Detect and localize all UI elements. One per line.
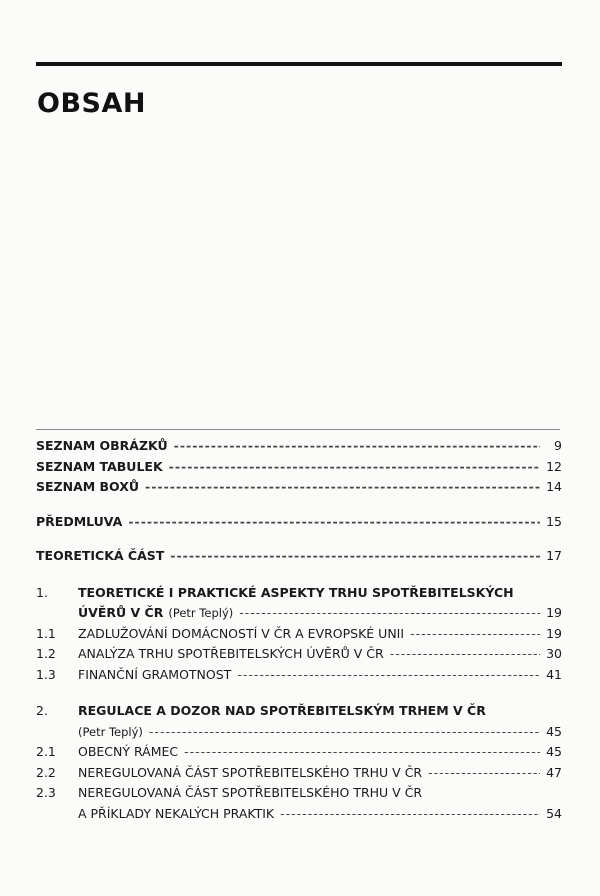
section-number: 2.1 bbox=[36, 744, 56, 759]
toc-chapter-2-line1[interactable] bbox=[36, 701, 562, 722]
dot-leader bbox=[237, 665, 540, 686]
toc-section-1-3[interactable] bbox=[36, 665, 562, 686]
section-number: 2.2 bbox=[36, 764, 56, 780]
toc-section-1-1[interactable] bbox=[36, 624, 562, 645]
chapter-author: (Petr Teplý) bbox=[168, 606, 234, 620]
toc-entry-list-of-boxes[interactable] bbox=[36, 477, 562, 498]
toc-entry-page: 14 bbox=[546, 479, 562, 494]
toc-entry-label: SEZNAM BOXŮ bbox=[36, 479, 140, 494]
section-number: 1.1 bbox=[36, 625, 56, 641]
section-label: NEREGULOVANÁ ČÁST SPOTŘEBITELSKÉHO TRHU V ČR bbox=[78, 785, 423, 800]
dot-leader bbox=[184, 742, 540, 763]
section-number: 1.3 bbox=[36, 666, 56, 682]
dot-leader bbox=[390, 644, 540, 665]
toc-entry-label: TEORETICKÁ ČÁST bbox=[36, 548, 165, 563]
dot-leader bbox=[239, 603, 540, 624]
toc-entry-page: 45 bbox=[546, 744, 562, 759]
toc-entry-page: 19 bbox=[546, 625, 562, 641]
table-of-contents bbox=[36, 436, 562, 824]
dot-leader bbox=[149, 722, 540, 743]
toc-entry-page: 47 bbox=[546, 764, 562, 780]
toc-entry-page: 12 bbox=[546, 458, 562, 474]
toc-entry-list-of-figures[interactable] bbox=[36, 436, 562, 457]
section-label: NEREGULOVANÁ ČÁST SPOTŘEBITELSKÉHO TRHU V ČR bbox=[78, 764, 423, 780]
toc-entry-label: PŘEDMLUVA bbox=[36, 513, 123, 529]
toc-section-2-1[interactable] bbox=[36, 742, 562, 763]
dot-leader bbox=[128, 512, 540, 533]
chapter-number: 2. bbox=[36, 703, 48, 718]
dot-leader bbox=[280, 804, 540, 825]
dot-leader bbox=[145, 477, 540, 498]
section-number: 1.2 bbox=[36, 646, 56, 661]
toc-entry-label: SEZNAM OBRÁZKŮ bbox=[36, 438, 168, 453]
chapter-title: TEORETICKÉ I PRAKTICKÉ ASPEKTY TRHU SPOTŘEBITELSKÝCH bbox=[78, 584, 514, 600]
toc-chapter-1-line2[interactable] bbox=[36, 603, 562, 624]
toc-entry-page: 19 bbox=[546, 605, 562, 620]
top-rule bbox=[36, 62, 562, 66]
toc-chapter-1-line1[interactable] bbox=[36, 583, 562, 604]
toc-section-2-3-line1[interactable] bbox=[36, 783, 562, 804]
section-label: OBECNÝ RÁMEC bbox=[78, 744, 179, 759]
chapter-author: (Petr Teplý) bbox=[78, 724, 143, 739]
toc-entry-preface[interactable] bbox=[36, 512, 562, 533]
dot-leader bbox=[169, 457, 540, 478]
section-label: FINANČNÍ GRAMOTNOST bbox=[78, 666, 232, 682]
toc-entry-page: 9 bbox=[554, 438, 562, 453]
toc-entry-page: 41 bbox=[546, 666, 562, 682]
toc-section-2-3-line2[interactable] bbox=[36, 804, 562, 825]
dot-leader bbox=[410, 624, 540, 645]
toc-entry-page: 54 bbox=[546, 805, 562, 821]
chapter-number: 1. bbox=[36, 584, 48, 600]
toc-entry-label: SEZNAM TABULEK bbox=[36, 458, 163, 474]
dot-leader bbox=[174, 436, 540, 457]
toc-chapter-2-line2[interactable] bbox=[36, 722, 562, 743]
section-label: ANALÝZA TRHU SPOTŘEBITELSKÝCH ÚVĚRŮ V ČR bbox=[78, 646, 384, 661]
toc-entry-page: 45 bbox=[546, 723, 562, 739]
chapter-title: REGULACE A DOZOR NAD SPOTŘEBITELSKÝM TRHEM V ČR bbox=[78, 703, 486, 718]
toc-entry-page: 15 bbox=[546, 513, 562, 529]
toc-entry-list-of-tables[interactable] bbox=[36, 457, 562, 478]
toc-divider bbox=[36, 429, 560, 430]
toc-entry-theory[interactable] bbox=[36, 546, 562, 567]
page-title: OBSAH bbox=[37, 88, 146, 119]
toc-entry-page: 17 bbox=[546, 548, 562, 563]
dot-leader bbox=[428, 763, 540, 784]
section-label: ZADLUŽOVÁNÍ DOMÁCNOSTÍ V ČR A EVROPSKÉ UNII bbox=[78, 625, 405, 641]
section-number: 2.3 bbox=[36, 785, 56, 800]
dot-leader bbox=[170, 546, 540, 567]
chapter-title-continued: ÚVĚRŮ V ČR bbox=[78, 605, 164, 620]
toc-entry-page: 30 bbox=[546, 646, 562, 661]
toc-section-2-2[interactable] bbox=[36, 763, 562, 784]
section-label-continued: A PŘÍKLADY NEKALÝCH PRAKTIK bbox=[78, 805, 275, 821]
toc-section-1-2[interactable] bbox=[36, 644, 562, 665]
